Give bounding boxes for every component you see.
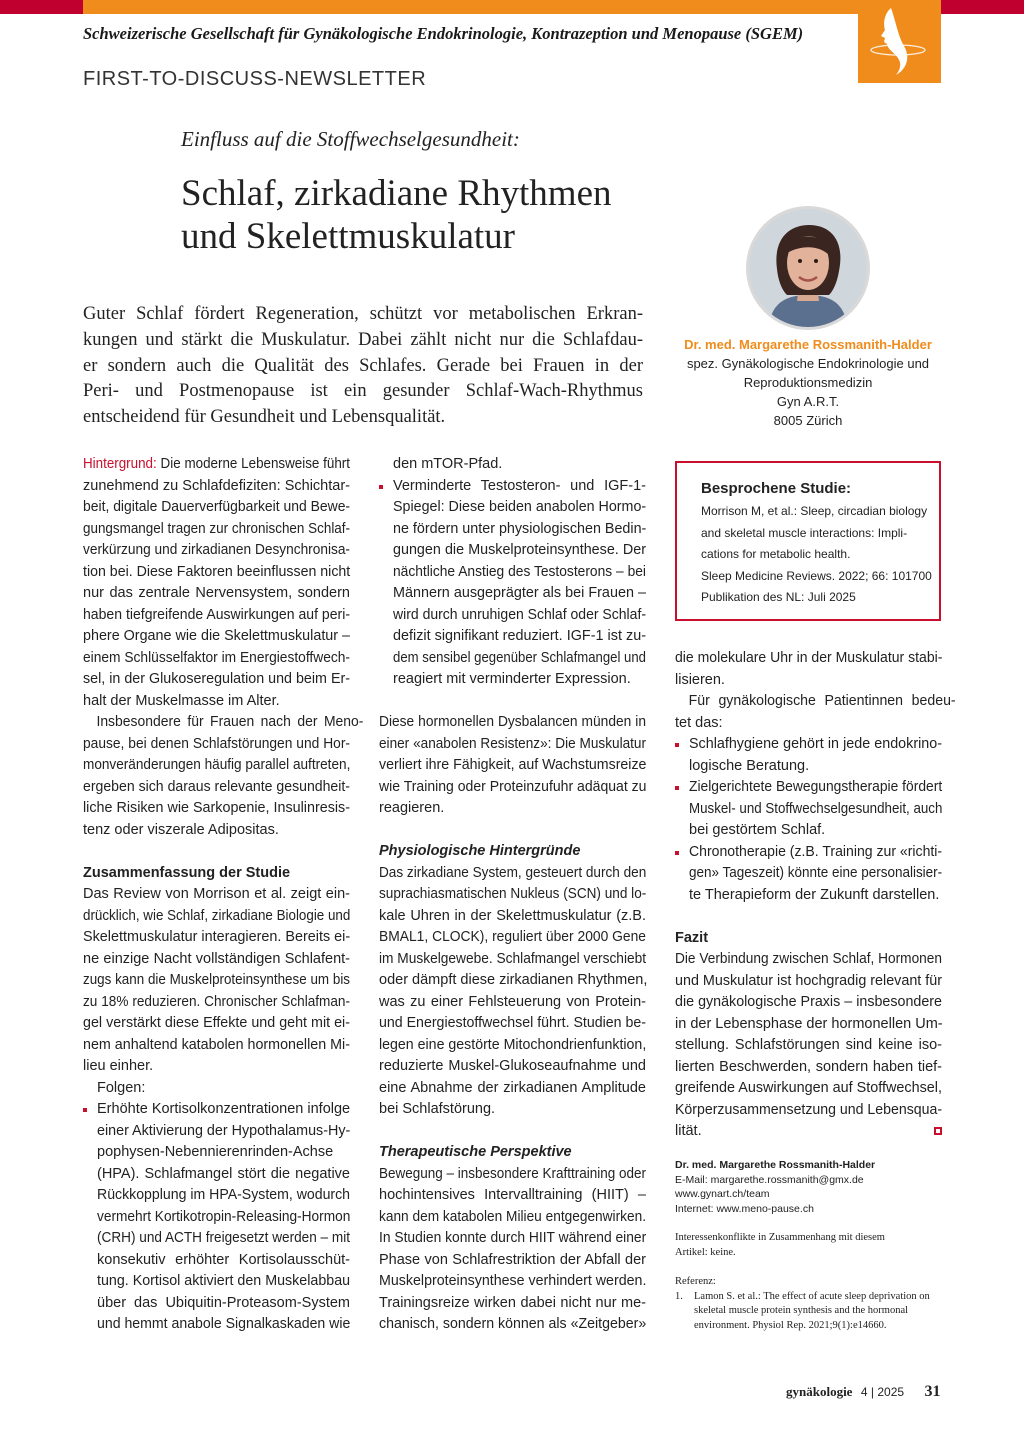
- text-line: tung. Kortisol aktiviert den Muskelabbau: [97, 1273, 351, 1289]
- text-line: bei gestörtem Schlaf.: [689, 822, 826, 838]
- text-line: Diese hormonellen Dysbalancen münden in: [379, 714, 646, 730]
- title-line: Schlaf, zirkadiane Rhythmen: [181, 173, 612, 214]
- text-line: Körperzusammensetzung und Lebensqua-: [675, 1101, 943, 1118]
- study-box-line: Publikation des NL: Juli 2025: [701, 590, 856, 604]
- text-line: gel verstärkt diese Effekte und geht mit ei-: [83, 1015, 350, 1031]
- text-line: haben tiefgreifende Auswirkungen auf peri-: [83, 606, 350, 623]
- paragraph: [379, 1164, 646, 1336]
- text-line: te Therapieform der Zukunft darstellen.: [689, 886, 940, 903]
- text-line: gen» Tageszeit) könnte eine personalisier-: [689, 865, 943, 881]
- text-line: tion bei. Diese Faktoren beeinflussen nicht: [83, 563, 351, 580]
- text-line: nur das zentrale Nervensystem, sondern: [83, 585, 350, 601]
- text-line: reagiert mit verminderter Expression.: [393, 671, 631, 687]
- bullet-icon: [675, 786, 679, 790]
- author-line: spez. Gynäkologische Endokrinologie und: [686, 356, 930, 371]
- spacer: [675, 906, 942, 928]
- text-line: den mTOR-Pfad.: [393, 456, 503, 472]
- text-line: Muskelproteinsynthese verhindert werden.: [379, 1273, 647, 1289]
- text-line: zu 18% reduzieren. Chronischer Schlafman-: [83, 993, 350, 1010]
- text-line: zunehmend zu Schlafdefiziten: Schichtar-: [83, 477, 350, 494]
- text-line: nächtliche Anstieg des Testosterons – bei: [393, 563, 646, 580]
- text-line: oder dämpft diese zirkadianen Rhythmen,: [379, 972, 648, 988]
- text-line: Schlafhygiene gehört in jede endokrino-: [689, 736, 942, 752]
- paragraph: [83, 1078, 350, 1100]
- spacer: [379, 691, 646, 713]
- text-line: lierten Beschwerden, sondern haben tief-: [675, 1058, 942, 1075]
- study-box-line: cations for metabolic health.: [701, 547, 851, 561]
- text-line: halt der Muskelmasse im Alter.: [83, 692, 280, 709]
- text-line: greifende Auswirkungen auf Stoffwechsel,: [675, 1080, 942, 1096]
- text-line: lität.: [675, 1121, 942, 1143]
- contact-name: Dr. med. Margarethe Rossmanith-Halder: [675, 1159, 876, 1171]
- bullet-item: [379, 476, 646, 691]
- text-line: ne einzige Nacht vollständigen Schlafent-: [83, 950, 350, 967]
- references: [675, 1275, 941, 1333]
- text-line: Rückkopplung im HPA-System, wodurch: [97, 1187, 351, 1203]
- text-line: und hemmt anabole Signalkaskaden wie: [97, 1316, 351, 1332]
- text-line: pause, bei denen Schlafstörungen und Hor-: [83, 735, 350, 752]
- text-line: reduzierte Muskel-Glukoseaufnahme und: [379, 1058, 646, 1074]
- text-line: lisieren.: [675, 671, 725, 688]
- text-line: über das Ubiquitin-Proteasom-System: [97, 1294, 350, 1311]
- text-line: tet das:: [675, 714, 723, 731]
- page-number: 31: [924, 1383, 941, 1400]
- text-line: die gynäkologische Praxis – insbesondere: [675, 994, 942, 1010]
- text-line: Folgen:: [97, 1079, 146, 1096]
- text-line: [83, 454, 350, 476]
- article-lead: [83, 302, 643, 431]
- study-box-line: Sleep Medicine Reviews. 2022; 66: 101700: [701, 568, 932, 583]
- text-line: monveränderungen häufig parallel auftreten,: [83, 757, 351, 773]
- author-info: [676, 335, 940, 430]
- text-line: defizit signifikant reduziert. IGF-1 ist zu-: [393, 628, 646, 644]
- text-line: einem Schlüsselfaktor im Energiestoffwech-: [83, 649, 350, 666]
- text-line: stellung. Schlafstörungen sind keine iso-: [675, 1037, 942, 1053]
- woman-profile-logo-icon: [858, 0, 941, 83]
- text-line: logische Beratung.: [689, 757, 810, 774]
- text-line: vermehrt Kortikotropin-Releasing-Hormon: [97, 1208, 351, 1225]
- end-of-article-icon: [934, 1127, 942, 1135]
- paragraph: [83, 712, 364, 841]
- text-line: lieu einher.: [83, 1058, 154, 1074]
- title-line: und Skelettmuskulatur: [181, 216, 515, 257]
- section-heading: Zusammenfassung der Studie: [83, 864, 291, 881]
- bullet-icon: [379, 485, 383, 489]
- bullet-icon: [83, 1108, 87, 1112]
- text-line: kann dem katabolen Milieu entgegenwirken.: [379, 1208, 646, 1225]
- text-line: chanisch, sondern können als «Zeitgeber»: [379, 1316, 647, 1332]
- bullet-item: [675, 734, 942, 777]
- society-name: Schweizerische Gesellschaft für Gynäkologische Endokrinologie, Kontrazeption und Menopause (SGEM): [83, 24, 804, 43]
- spacer: [379, 820, 646, 842]
- sgem-logo: [858, 0, 941, 83]
- text-line: einer Aktivierung der Hypothalamus-Hy-: [97, 1122, 351, 1139]
- text-line: wie Training oder Proteinzufuhr adäquat zu: [379, 778, 647, 795]
- text-line: drücklich, wie Schlaf, zirkadiane Biologie und: [83, 907, 351, 924]
- text-line: pophysen-Nebennierenrinden-Achse: [97, 1144, 334, 1160]
- text-line: er sondern auch die Qualität des Schlafes. Gerade bei Frauen in der: [83, 355, 643, 376]
- text-line: einer «anabolen Resistenz»: Die Muskulatur: [379, 735, 646, 752]
- article-title: [181, 172, 612, 258]
- reference-line: Lamon S. et al.: The effect of acute sleep deprivation on: [694, 1290, 930, 1302]
- text-line: hochintensives Intervalltraining (HIIT) –: [379, 1187, 646, 1203]
- text-line: in der Lebensphase der hormonellen Um-: [675, 1015, 943, 1032]
- text-line: phere Organe wie die Skelettmuskulatur –: [83, 628, 351, 644]
- text-line: und Energiestoffwechsel führt. Studien be-: [379, 1015, 646, 1031]
- text-line: (CRH) und ACTH freigesetzt werden – mit: [97, 1230, 350, 1246]
- text-span: Die moderne Lebensweise führt: [156, 456, 350, 472]
- text-line: sel, in der Glukoseregulation und beim Er-: [83, 671, 350, 687]
- text-line: ergeben sich daraus relevante gesundheit-: [83, 778, 350, 795]
- text-line: was zu einer Fehlsteuerung von Protein-: [379, 993, 646, 1010]
- text-line: dem sensibel gegenüber Schlafmangel und: [393, 649, 646, 666]
- text-line: reagieren.: [379, 800, 445, 816]
- text-line: im Muskelgewebe. Schlafmangel verschiebt: [379, 950, 647, 967]
- text-line: eine Abnahme der zirkadianen Amplitude: [379, 1079, 646, 1096]
- study-box-line: and skeletal muscle interactions: Impli-: [701, 525, 908, 540]
- text-line: konsekutiv erhöhter Kortisolausschüt-: [97, 1251, 350, 1268]
- bullet-item: [675, 842, 942, 907]
- text-line: Das Review von Morrison et al. zeigt ein-: [83, 886, 350, 902]
- coi-line: Artikel: keine.: [675, 1246, 736, 1258]
- spacer: [379, 1121, 646, 1143]
- text-line: Bewegung – insbesondere Krafttraining oder: [379, 1165, 646, 1182]
- text-line: Zielgerichtete Bewegungstherapie fördert: [689, 779, 943, 795]
- text-line: Trainingsreize wirken dabei nicht nur me-: [379, 1294, 646, 1311]
- text-line: wird durch unruhigen Schlaf oder Schlaf-: [393, 606, 646, 623]
- paragraph: [83, 454, 350, 712]
- author-line: 8005 Zürich: [773, 413, 843, 428]
- text-line: Erhöhte Kortisolkonzentrationen infolge: [97, 1101, 351, 1117]
- paragraph: [379, 712, 646, 820]
- reference-line: skeletal muscle protein synthesis and the hormonal: [694, 1305, 909, 1317]
- text-line: (HPA). Schlafmangel stört die negative: [97, 1165, 350, 1182]
- text-line: nem anhaltend katabolen hormonellen Mi-: [83, 1036, 350, 1053]
- magazine-name: gynäkologie: [786, 1384, 853, 1399]
- text-line: die molekulare Uhr in der Muskulatur stabi-: [675, 650, 943, 666]
- text-line: Muskel- und Stoffwechselgesundheit, auch: [689, 800, 943, 817]
- paragraph-lead: Hintergrund:: [83, 456, 157, 472]
- article-kicker: Einfluss auf die Stoffwechselgesundheit:: [181, 127, 520, 151]
- section-heading: Therapeutische Perspektive: [379, 1144, 572, 1160]
- text-line: entscheidend für Gesundheit und Lebensqualität.: [83, 407, 446, 428]
- text-line: Peri- und Postmenopause ist ein gesunder Schlaf-Wach-Rhythmus: [83, 381, 643, 402]
- text-line: Die Verbindung zwischen Schlaf, Hormonen: [675, 951, 942, 967]
- text-line: Männern ausgeprägter als bei Frauen –: [393, 585, 646, 601]
- text-line: Insbesondere für Frauen nach der Meno-: [96, 714, 364, 730]
- text-line: BMAL1, CLOCK), reguliert über 2000 Gene: [379, 929, 646, 945]
- newsletter-label: FIRST-TO-DISCUSS-NEWSLETTER: [83, 68, 427, 90]
- paragraph: [379, 863, 646, 1121]
- text-column-1: [83, 454, 364, 1336]
- top-bar-orange: [83, 0, 940, 14]
- bullet-item: [83, 1099, 350, 1336]
- text-line: und Muskulatur ist hochgradig relevant für: [675, 972, 943, 989]
- study-box: [675, 461, 941, 621]
- text-line: Chronotherapie (z.B. Training zur «richti-: [689, 843, 943, 860]
- text-line: bei Schlafstörung.: [379, 1101, 496, 1117]
- references-label: Referenz:: [675, 1276, 716, 1287]
- author-name: Dr. med. Margarethe Rossmanith-Halder: [684, 337, 932, 352]
- text-line: legen eine gestörte Mitochondrienfunktion,: [379, 1036, 647, 1053]
- text-line: kungen und stärkt die Muskulatur. Dabei zählt nicht nur die Schlafdau-: [83, 329, 643, 350]
- spacer: [83, 841, 350, 863]
- text-line: Verminderte Testosteron- und IGF-1-: [393, 477, 646, 494]
- contact-block: [675, 1158, 875, 1216]
- reference-item: [675, 1290, 941, 1334]
- section-heading: Fazit: [675, 929, 709, 946]
- conflicts-of-interest: [675, 1231, 941, 1260]
- text-line: gungen die Muskelproteinsynthese. Der: [393, 542, 646, 558]
- contact-web[interactable]: www.gynart.ch/team: [675, 1188, 770, 1201]
- section-heading: Physiologische Hintergründe: [379, 843, 581, 859]
- contact-internet[interactable]: Internet: www.meno-pause.ch: [675, 1202, 814, 1215]
- coi-line: Interessenkonflikte in Zusammenhang mit diesem: [675, 1232, 885, 1243]
- author-line: Gyn A.R.T.: [776, 394, 840, 409]
- text-line: liche Risiken wie Sarkopenie, Insulinresis-: [83, 800, 350, 816]
- text-column-3: [675, 648, 956, 1143]
- text-line: verkürzung und zirkadianen Desynchronisa-: [83, 542, 350, 558]
- text-line: verliert ihre Fähigkeit, auf Wachstumsreize: [379, 757, 647, 773]
- text-line: kale Uhren in der Skelettmuskulatur (z.B.: [379, 907, 646, 924]
- text-line: zugs kann die Muskelproteinsynthese um bis: [83, 972, 350, 988]
- author-line: Reproduktionsmedizin: [743, 375, 873, 390]
- text-column-2: [379, 454, 646, 1336]
- bullet-item: [379, 454, 646, 476]
- text-line: Spiegel: Diese beiden anabolen Hormo-: [393, 499, 647, 515]
- author-photo: [746, 206, 870, 330]
- text-line: Phase von Schlafrestriktion der Abfall der: [379, 1251, 646, 1268]
- text-line: In Studien konnte durch HIIT während einer: [379, 1230, 647, 1246]
- text-line: ne fördern unter physiologischen Bedin-: [393, 520, 647, 537]
- contact-email[interactable]: E-Mail: margarethe.rossmanith@gmx.de: [675, 1173, 864, 1186]
- text-line: tenz oder viszerale Adipositas.: [83, 821, 279, 838]
- text-line: Guter Schlaf fördert Regeneration, schützt vor metabolischen Erkran-: [83, 304, 643, 324]
- text-line: Für gynäkologische Patientinnen bedeu-: [688, 693, 956, 709]
- paragraph: [83, 884, 350, 1078]
- reference-line: environment. Physiol Rep. 2021;9(1):e14660.: [694, 1319, 887, 1331]
- text-line: Das zirkadiane System, gesteuert durch den: [379, 864, 647, 881]
- bullet-icon: [675, 851, 679, 855]
- bullet-icon: [675, 743, 679, 747]
- study-box-title: Besprochene Studie:: [701, 480, 852, 497]
- reference-number: 1.: [675, 1290, 683, 1302]
- page-footer: [786, 1383, 941, 1401]
- paragraph: [675, 691, 956, 734]
- issue-number: 4 | 2025: [860, 1385, 905, 1399]
- text-line: Skelettmuskulatur interagieren. Bereits ei-: [83, 929, 351, 945]
- paragraph: [675, 648, 942, 691]
- text-line: gungsmangel tragen zur chronischen Schlaf-: [83, 520, 350, 537]
- study-box-line: Morrison M, et al.: Sleep, circadian biology: [701, 504, 928, 518]
- bullet-item: [675, 777, 942, 842]
- text-line: suprachiasmatischen Nukleus (SCN) und lo-: [379, 886, 647, 902]
- paragraph: [675, 949, 942, 1143]
- text-line: beit, digitale Dauerverfügbarkeit und Bewe-: [83, 499, 351, 515]
